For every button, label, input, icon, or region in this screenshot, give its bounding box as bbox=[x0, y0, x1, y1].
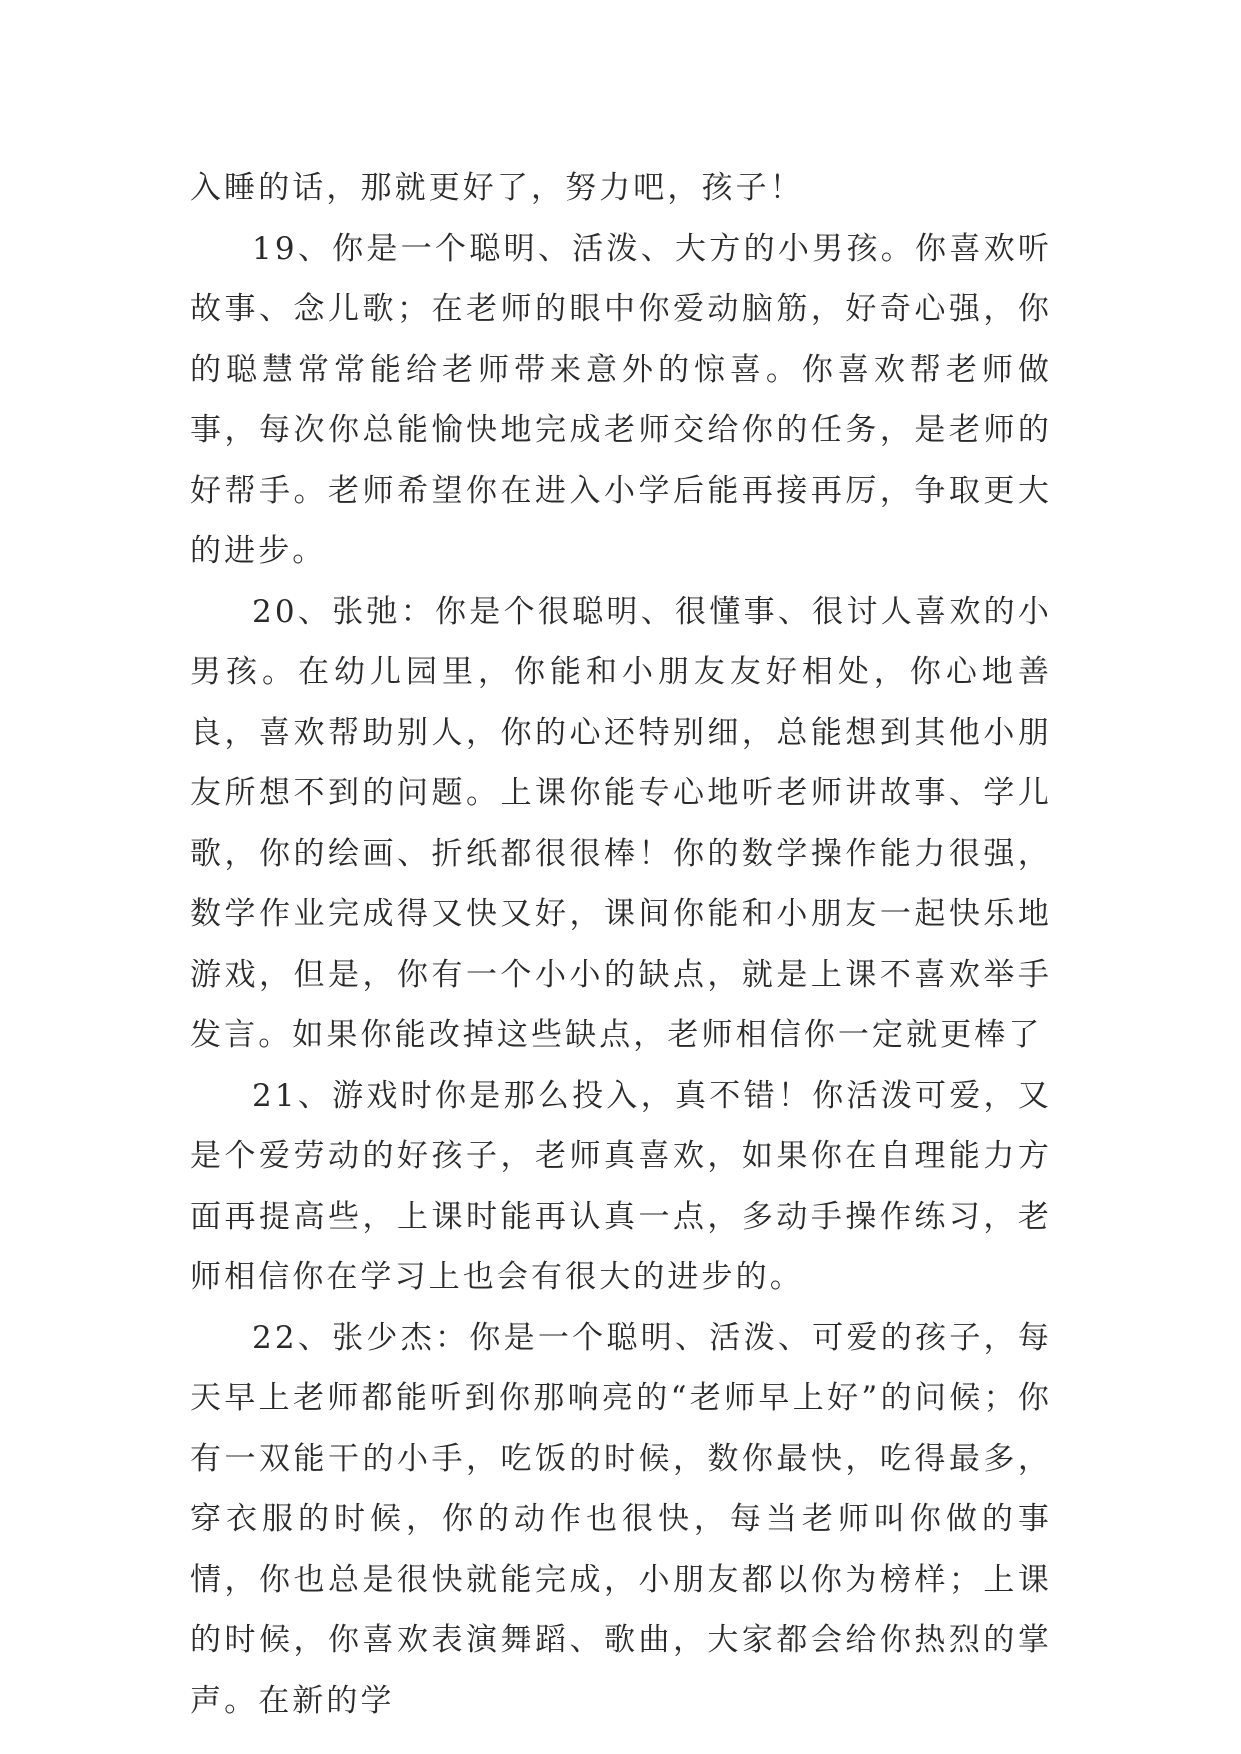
paragraph-19: 19、你是一个聪明、活泼、大方的小男孩。你喜欢听故事、念儿歌；在老师的眼中你爱动脑筋，好奇心强，你的聪慧常常能给老师带来意外的惊喜。你喜欢帮老师做事，每次你总能愉快地完成老师交给你的任务，是老师的好帮手。老师希望你在进入小学后能再接再厉，争取更大的进步。 bbox=[190, 230, 1052, 569]
document-body bbox=[190, 158, 1052, 1731]
paragraph-continued: 入睡的话，那就更好了，努力吧，孩子！ bbox=[190, 170, 804, 206]
paragraph-22: 22、张少杰：你是一个聪明、活泼、可爱的孩子，每天早上老师都能听到你那响亮的“老师早上好”的问候；你有一双能干的小手，吃饭的时候，数你最快，吃得最多，穿衣服的时候，你的动作也很快，每当老师叫你做的事情，你也总是很快就能完成，小朋友都以你为榜样；上课的时候，你喜欢表演舞蹈、歌曲，大家都会给你热烈的掌声。在新的学 bbox=[190, 1319, 1052, 1719]
paragraph-21: 21、游戏时你是那么投入，真不错！你活泼可爱，又是个爱劳动的好孩子，老师真喜欢，如果你在自理能力方面再提高些，上课时能再认真一点，多动手操作练习，老师相信你在学习上也会有很大的进步的。 bbox=[190, 1077, 1052, 1295]
paragraph-20: 20、张弛：你是个很聪明、很懂事、很讨人喜欢的小男孩。在幼儿园里，你能和小朋友友好相处，你心地善良，喜欢帮助别人，你的心还特别细，总能想到其他小朋友所想不到的问题。上课你能专心地听老师讲故事、学儿歌，你的绘画、折纸都很很棒！你的数学操作能力很强，数学作业完成得又快又好，课间你能和小朋友一起快乐地游戏，但是，你有一个小小的缺点，就是上课不喜欢举手发言。如果你能改掉这些缺点，老师相信你一定就更棒了 bbox=[190, 593, 1052, 1053]
